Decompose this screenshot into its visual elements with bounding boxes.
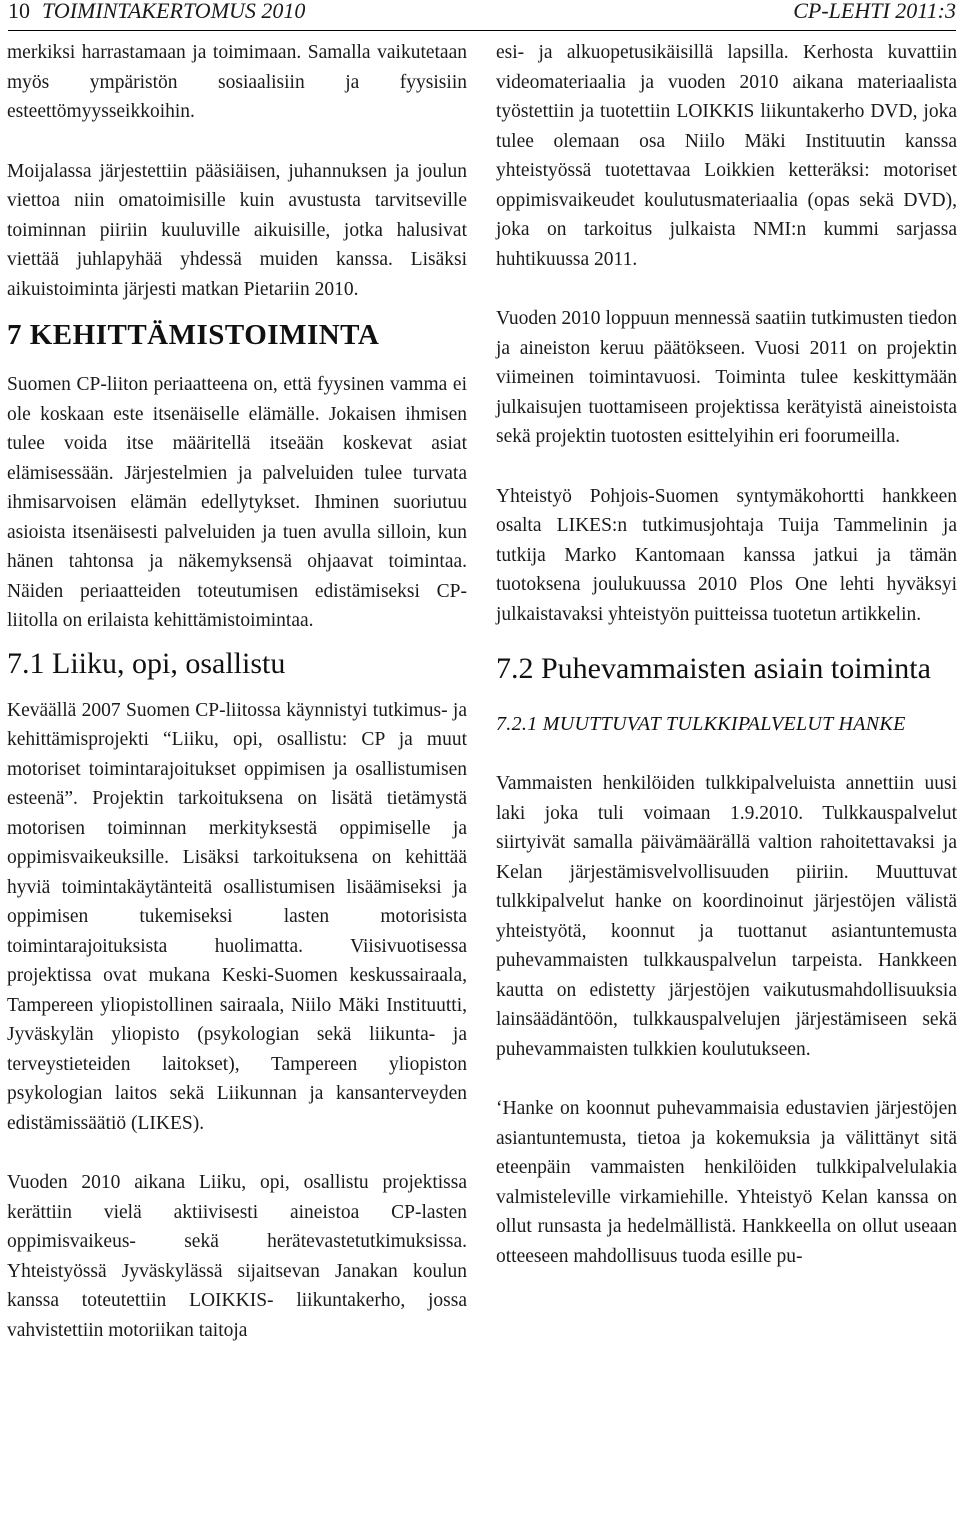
paragraph: merkiksi harrastamaan ja toimimaan. Samalla vaikutetaan myös ympäristön sosiaalisiin ja fyysisiin esteettömyysseikkoihin. xyxy=(7,42,467,122)
paragraph: Vuoden 2010 loppuun mennessä saatiin tutkimusten tiedon ja aineiston keruu päätökseen. Vuosi 2011 on projektin viimeinen toimintavuosi. Toiminta tulee keskittymään julkaisujen tuottamiseen projektissa kerätyistä aineistoista sekä projektin tuotosten esittelyihin eri foorumeilla. xyxy=(496,308,957,447)
paragraph: Keväällä 2007 Suomen CP-liitossa käynnistyi tutkimus- ja kehittämisprojekti “Liiku, opi, osallistu: CP ja muut motoriset toimintarajoitukset oppimisen ja osallistumisen esteenä”. Projektin tarkoituksena on lisätä tietämystä motorisen toiminnan merkityksestä oppimiselle ja oppimisvaikeuksille. Lisäksi tarkoituksena on kehittää hyviä toimintakäytänteitä osallistumisen lisäämiseksi ja oppimisen tukemiseksi lasten motorisista toimintarajoituksista huolimatta. Viisivuotisessa projektissa ovat mukana Keski-Suomen keskussairaala, Tampereen yliopistollinen sairaala, Niilo Mäki Instituutti, Jyväskylän yliopisto (psykologian sekä liikunta- ja terveystieteiden laitokset), Tampereen yliopiston psykologian laitos sekä Liikunnan ja kansanterveyden edistämissäätiö (LIKES). xyxy=(7,699,467,1134)
page-number: 10 xyxy=(8,0,30,23)
paragraph: Yhteistyö Pohjois-Suomen syntymäkohortti hankkeen osalta LIKES:n tutkimusjohtaja Tuija Tammelinin ja tutkija Marko Kantomaan kanssa jatkui ja tämän tuotoksena joulukuussa 2010 Plos One lehti hyväksyi julkaistavaksi yhteistyön puitteissa tuotetun artikkelin. xyxy=(496,485,957,625)
paragraph: Suomen CP-liiton periaatteena on, että fyysinen vamma ei ole koskaan este itsenäiselle elämälle. Jokaisen ihmisen tulee voida itse määritellä itseään koskevat asiat elämisessään. Järjestelmien ja palveluiden tulee turvata ihmisarvoisen elämän edellytykset. Ihminen suoriutuu asioista itsenäisesti palveluiden ja tuen avulla silloin, kun hänen tahtonsa ja näkemyksensä ohjaavat toimintaa. Näiden periaatteiden toteutumisen edistämiseksi CP-liitolla on erilaista kehittämistoimintaa. xyxy=(7,374,467,631)
paragraph: Vammaisten henkilöiden tulkkipalveluista annettiin uusi laki joka tuli voimaan 1.9.2010. Tulkkauspalvelut siirtyivät samalla päivämäärällä valtion rahoitettavaksi ja Kelan järjestämisvelvollisuuden piiriin. Muuttuvat tulkkipalvelut hanke on koordinoinut järjestöjen välistä yhteistyötä, koonnut ja tuottanut asiantuntemusta puhevammaisten tulkkauspalvelun tarpeista. Hankkeen kautta on edistetty järjestöjen vaikutusmahdollisuuksia lainsäädäntöön, tulkkauspalvelujen järjestämiseen sekä puhevammaisten tulkkien koulutukseen. xyxy=(496,773,957,1060)
subsection-heading: 7.1 Liiku, opi, osallistu xyxy=(7,646,286,680)
publication-title: TOIMINTAKERTOMUS 2010 xyxy=(42,0,306,23)
section-heading: 7 KEHITTÄMISTOIMINTA xyxy=(7,319,380,351)
subsubsection-heading: 7.2.1 MUUTTUVAT TULKKIPALVELUT HANKE xyxy=(496,713,906,735)
paragraph: esi- ja alkuopetusikäisillä lapsilla. Kerhosta kuvattiin videomateriaalia ja vuoden 2010 aikana materiaalista työstettiin ja tuotettiin LOIKKIS liikuntakerho DVD, joka tulee olemaan osa Niilo Mäki Instituutin kanssa yhteistyössä tuotettavaa Loikkien ketteräksi: motoriset oppimisvaikeudet koulutusmateriaalia (opas sekä DVD), joka on tarkoitus julkaista NMI:n kummi sarjassa huhtikuussa 2011. xyxy=(496,42,957,270)
paragraph: Vuoden 2010 aikana Liiku, opi, osallistu projektissa kerättiin vielä aktiivisesti aineistoa CP-lasten oppimisvaikeus- sekä herätevastetutkimuksissa. Yhteistyössä Jyväskylässä sijaitsevan Janakan koulun kanssa toteutettiin LOIKKIS- liikuntakerho, jossa vahvistettiin motoriikan taitoja xyxy=(7,1172,467,1341)
paragraph: Moijalassa järjestettiin pääsiäisen, juhannuksen ja joulun viettoa niin omatoimisille kuin avustusta tarvitseville toiminnan piiriin kuuluville aikuisille, jotka halusivat viettää juhlapyhää yhdessä muiden kanssa. Lisäksi aikuistoiminta järjesti matkan Pietariin 2010. xyxy=(7,160,467,300)
subsection-heading: 7.2 Puhevammaisten asiain toiminta xyxy=(496,652,931,685)
right-column xyxy=(496,38,957,1271)
page-header xyxy=(8,0,956,31)
header-left xyxy=(8,0,305,23)
issue-label: CP-LEHTI 2011:3 xyxy=(793,0,956,23)
left-column xyxy=(7,38,467,1345)
paragraph: ‘Hanke on koonnut puhevammaisia edustavien järjestöjen asiantuntemusta, tietoa ja kokemuksia ja välittänyt sitä eteenpäin vammaisten henkilöiden tulkkipalvelulakia valmisteleville virkamiehille. Yhteistyö Kelan kanssa on ollut runsasta ja hedelmällistä. Hankkeella on ollut useaan otteeseen mahdollisuus tuoda esille pu- xyxy=(496,1098,957,1267)
